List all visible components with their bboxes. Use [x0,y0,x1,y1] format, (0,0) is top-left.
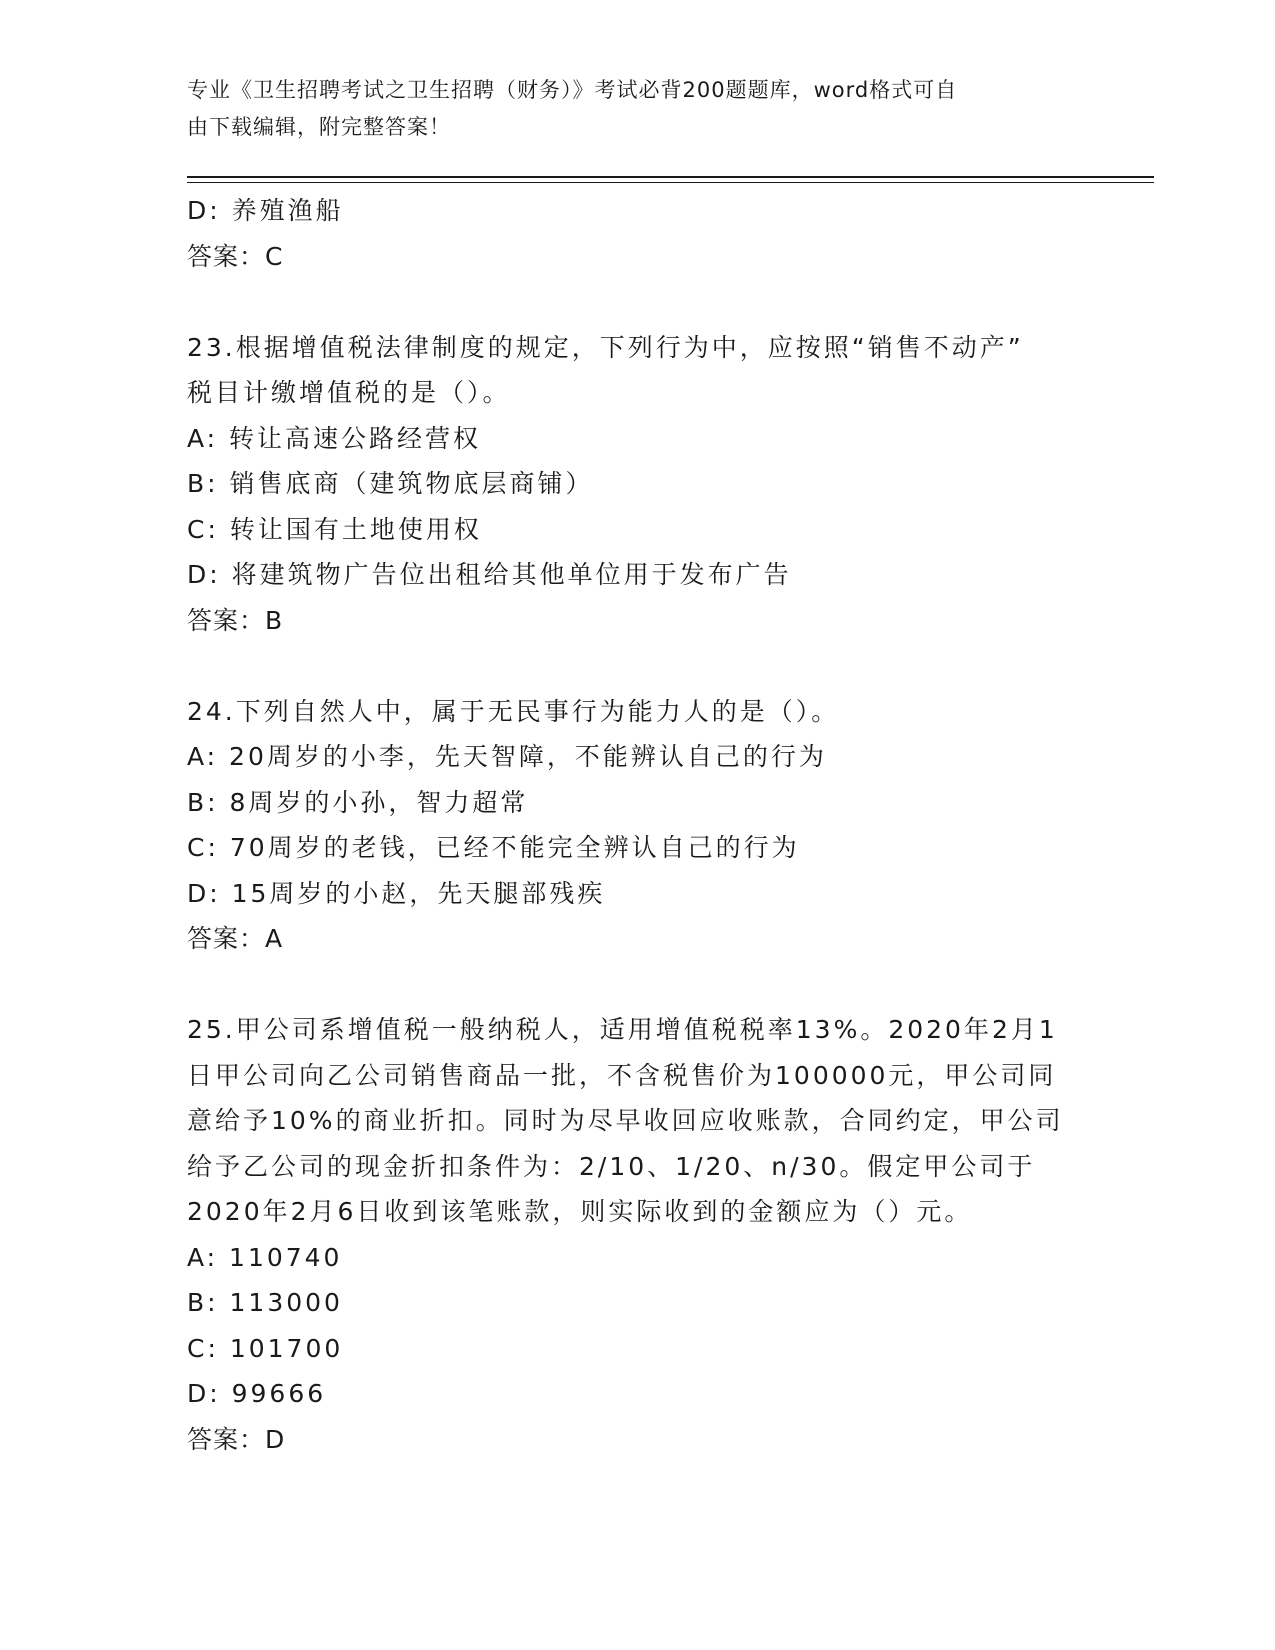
option-a: A: 20周岁的小李，先天智障，不能辨认自己的行为 [187,742,827,771]
question-list [187,188,1087,1462]
header-divider-thin [187,182,1154,183]
option-b: B: 113000 [187,1288,343,1317]
question-stem-line: 日甲公司向乙公司销售商品一批，不含税售价为100000元，甲公司同 [187,1060,1057,1090]
header-line-2: 由下载编辑，附完整答案！ [187,115,451,139]
header-divider-thick [187,176,1154,178]
option-d: D: 养殖渔船 [187,196,344,225]
question-stem-line: 23.根据增值税法律制度的规定，下列行为中，应按照“销售不动产” [187,332,1024,362]
spacer [187,962,1087,1008]
spacer [187,643,1087,689]
question-stem-line: 意给予10%的商业折扣。同时为尽早收回应收账款，合同约定，甲公司 [187,1106,1064,1135]
answer-line: 答案：A [187,924,284,953]
question-stem-line: 24.下列自然人中，属于无民事行为能力人的是（）。 [187,696,840,726]
document-header [187,72,1067,146]
option-c: C: 转让国有土地使用权 [187,514,482,544]
option-b: B: 销售底商（建筑物底层商铺） [187,469,594,498]
question-24 [187,689,1087,962]
header-line-1: 专业《卫生招聘考试之卫生招聘（财务）》考试必背200题题库，word格式可自 [187,78,958,102]
spacer [187,279,1087,325]
question-25 [187,1007,1087,1462]
question-stem-line: 25.甲公司系增值税一般纳税人，适用增值税税率13%。2020年2月1 [187,1015,1058,1044]
option-c: C: 101700 [187,1333,344,1363]
option-c: C: 70周岁的老钱，已经不能完全辨认自己的行为 [187,833,800,862]
question-stem-line: 2020年2月6日收到该笔账款，则实际收到的金额应为（）元。 [187,1197,973,1226]
option-d: D: 15周岁的小赵，先天腿部残疾 [187,878,606,908]
question-carryover [187,188,1087,279]
option-a: A: 110740 [187,1242,343,1272]
option-a: A: 转让高速公路经营权 [187,423,482,453]
answer-line: 答案：B [187,605,284,635]
question-23 [187,325,1087,644]
answer-line: 答案：C [187,241,284,271]
option-d: D: 将建筑物广告位出租给其他单位用于发布广告 [187,560,792,589]
question-stem-line: 给予乙公司的现金折扣条件为：2/10、1/20、n/30。假定甲公司于 [187,1151,1036,1181]
question-stem-line: 税目计缴增值税的是（）。 [187,378,511,407]
answer-line: 答案：D [187,1424,286,1454]
option-d: D: 99666 [187,1379,327,1408]
option-b: B: 8周岁的小孙，智力超常 [187,787,529,817]
